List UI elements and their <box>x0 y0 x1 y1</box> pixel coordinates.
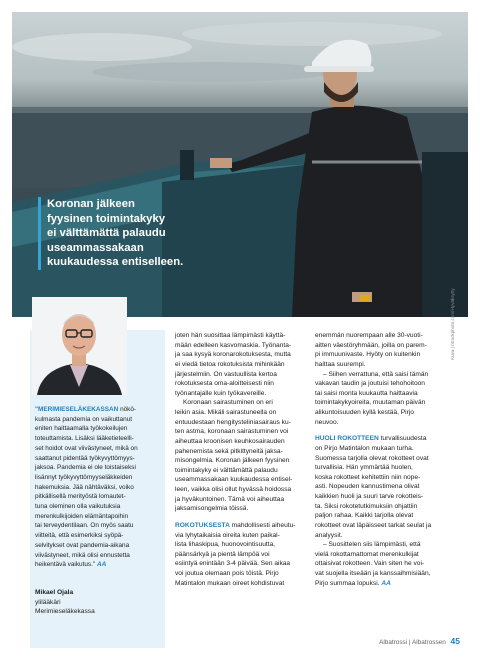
quote-line: hakemuksia. Jää nähtäväksi, voiko <box>35 483 134 491</box>
ship-deck-illustration <box>12 12 468 317</box>
quote-end-mark: AA <box>96 561 107 569</box>
body-line: ja saa kysyä koronarokotuksesta, mutta <box>175 351 291 359</box>
body-line: tai saisi monta kuukautta haittaavia <box>315 389 418 397</box>
body-line: pahenemista sekä pitkittyneitä jaksa- <box>175 447 283 455</box>
body-line: esiintyä enintään 3-4 päivää. Sen aikaa <box>175 560 291 568</box>
author-organization: Merimieseläkekassa <box>35 608 95 616</box>
body-line: järjestelmiin. On vastuullista kertoa <box>175 370 277 378</box>
body-line: mään edelleen kasvomaskia. Työnanta- <box>175 341 292 349</box>
body-line: – Suosittelen siis lämpimästi, että <box>323 541 421 549</box>
caption-line: useammassakaan <box>47 241 144 254</box>
section-lead: ROKOTUKSESTA <box>175 521 230 529</box>
body-line: lista lihaskipua, huonovointisuutta, <box>175 541 276 549</box>
body-line: pi immuunivaste. Hyöty on kuitenkin <box>315 351 421 359</box>
body-line: ottaisivat rokotteen. Vain siten he voi- <box>315 560 425 568</box>
body-line: rokotuksesta oma-aloitteisesti niin <box>175 380 274 388</box>
quote-line: eniten haittaamalla työkokeilujen <box>35 425 128 433</box>
quote-line: nökö- <box>120 406 137 413</box>
body-line: enemmän nuorempaan alle 30-vuoti- <box>315 332 423 339</box>
publication-name: Albatrossi | Albatrossen <box>379 639 446 646</box>
body-line: neuvoo. <box>315 418 339 426</box>
body-line: Koronaan sairastuminen on eri <box>183 399 273 407</box>
body-line: via lyhytaikaisia oireita kuten paikal- <box>175 531 280 539</box>
author-name: Mikael Ojala <box>35 589 74 596</box>
quote-line: lisännyt työkyvyttömyyseläkkeiden <box>35 473 133 481</box>
page-number: 45 <box>450 636 460 646</box>
body-line: toimintakyky ei välttämättä palaudu <box>175 466 278 474</box>
quote-line: merenkulkijoiden elämäntapoihin <box>35 512 129 520</box>
body-line: leen, vaikka olisi ollut hyvässä hoidossa <box>175 486 292 493</box>
body-line: vat suojella itseään ja kanssaihmisiään, <box>315 570 431 577</box>
article-end-mark: AA <box>381 579 391 587</box>
quote-line: kulmasta pandemia on vaikuttanut <box>35 415 132 423</box>
body-line: päänsärkyä ja pientä lämpöä voi <box>175 550 270 558</box>
hero-photo <box>12 12 468 317</box>
body-line: asti. Nopeuden kannustimena olivat <box>315 483 420 491</box>
quote-lead: "MERIMIESELÄKEKASSAN <box>35 406 119 413</box>
quote-line: set hoidot ovat viivästyneet, mikä on <box>35 444 138 452</box>
quote-line: tai terveydentilaan. On myös saatu <box>35 522 134 530</box>
quote-line: toteuttamista. Lisäksi lääketieteelli- <box>35 435 134 443</box>
body-line: entuudestaan hengitysteliniasairaus ku- <box>175 418 291 426</box>
body-line: aitten väestöryhmään, joilla on parem- <box>315 341 427 349</box>
quote-line: viitteitä, että esimerkiksi syöpä- <box>35 532 124 540</box>
body-line <box>315 434 445 444</box>
body-line: Suomessa tarjolla olevat rokotteet ovat <box>315 454 429 462</box>
body-line: vielä rokottamattomat merenkulkijat <box>315 550 419 558</box>
caption-line: fyysinen toimintakyky <box>47 212 166 225</box>
page-footer <box>379 636 460 646</box>
body-line: ten astma, koronaan sairastuminen voi <box>175 428 289 436</box>
quote-line: saattanut pidentää työkyvyttömyys- <box>35 454 135 462</box>
caption-line: Koronan jälkeen <box>47 198 135 210</box>
body-line: työnantajalle kuin työkavereille. <box>175 389 267 397</box>
body-line <box>175 521 305 531</box>
body-line: ta. Siksi rokotetutkimuksiin ohjattiin <box>315 502 418 510</box>
author-portrait <box>32 297 127 395</box>
body-line: – Siihen verrattuna, että saisi tämän <box>323 370 429 378</box>
quote-line: viivästyneet, mikä olisi ennustetta <box>35 551 130 559</box>
body-line: kaikkien huoli ja suuri tarve rokotteis- <box>315 493 424 500</box>
body-line: paljon rahaa. Kaikki tarjolla olevat <box>315 512 414 520</box>
sidebar-quote <box>35 405 161 570</box>
body-text: mahdollisesti aiheutu- <box>231 521 296 529</box>
quote-line: heikentävä vaikutus." <box>35 561 96 569</box>
caption-line: ei välttämättä palaudu <box>47 227 166 239</box>
author-title: ylilääkäri <box>35 598 61 606</box>
body-line: analyysit. <box>315 531 343 539</box>
body-line: jaksamisongelmia töissä. <box>175 505 249 513</box>
body-text: Pirjo summaa lopuksi. <box>315 579 380 587</box>
body-line: rokotteet ovat läpäisseet tarkat seulat ja <box>315 521 432 529</box>
quote-author <box>35 588 161 617</box>
body-line: useammassakaan kuukaudessa entisel- <box>175 476 293 484</box>
quote-line: pitkällisellä merityöstä lomautet- <box>35 493 126 501</box>
quote-line: tuna oleminen olla vaikutuksia <box>35 503 121 511</box>
body-line: turvallisia. Hän ymmärtää huolen, <box>315 464 413 472</box>
hero-caption <box>38 197 197 270</box>
caption-line: kuukaudessa entiselleen. <box>47 256 184 268</box>
quote-line: selvitykset ovat pandemia-aikana <box>35 541 130 549</box>
article-column-2 <box>315 331 445 588</box>
body-line: joten hän suosittaa lämpimästi käyttä- <box>175 332 286 339</box>
body-line: toimintakykyoireita, muutaman päivän <box>315 399 426 407</box>
quote-line: jaksoa. Pandemia ei ole toistaiseksi <box>35 464 136 472</box>
body-line: koska rokotteet kehitettiin niin nope- <box>315 473 421 481</box>
portrait-illustration <box>32 297 127 395</box>
body-line: vakavan taudin ja joutuisi tehohoitoon <box>315 380 425 388</box>
photo-credit: Kuva | iStockphoto.com/Hyväksytty <box>450 288 455 360</box>
section-lead: HUOLI ROKOTTEEN <box>315 435 379 443</box>
body-line: voi joutua olemaan pois töistä. Pirjo <box>175 570 279 577</box>
body-line: ei viedä tietoa rokotuksista mihinkään <box>175 360 285 368</box>
body-line: Matintalon mukaan oireet kohdistuvat <box>175 579 285 587</box>
body-line: leikin asia. Mikäli sairastuneella on <box>175 409 277 416</box>
body-line: aiheuttaa kroonisen keuhkosairauden <box>175 437 285 445</box>
body-line: alikuntoisuuden kyllä kestää, Pirjo <box>315 409 414 416</box>
body-line <box>315 579 445 589</box>
body-line: ja hyväkuntoinen. Tämä voi aiheuttaa <box>175 495 285 503</box>
body-line: misongelmia. Koronan jälkeen fyysinen <box>175 457 290 465</box>
body-text: turvallisuudesta <box>380 435 427 443</box>
body-line: haittaa suurempi. <box>315 360 366 368</box>
article-column-1 <box>175 331 305 588</box>
body-line: on Pirjo Matintalon mukaan turha. <box>315 444 414 452</box>
